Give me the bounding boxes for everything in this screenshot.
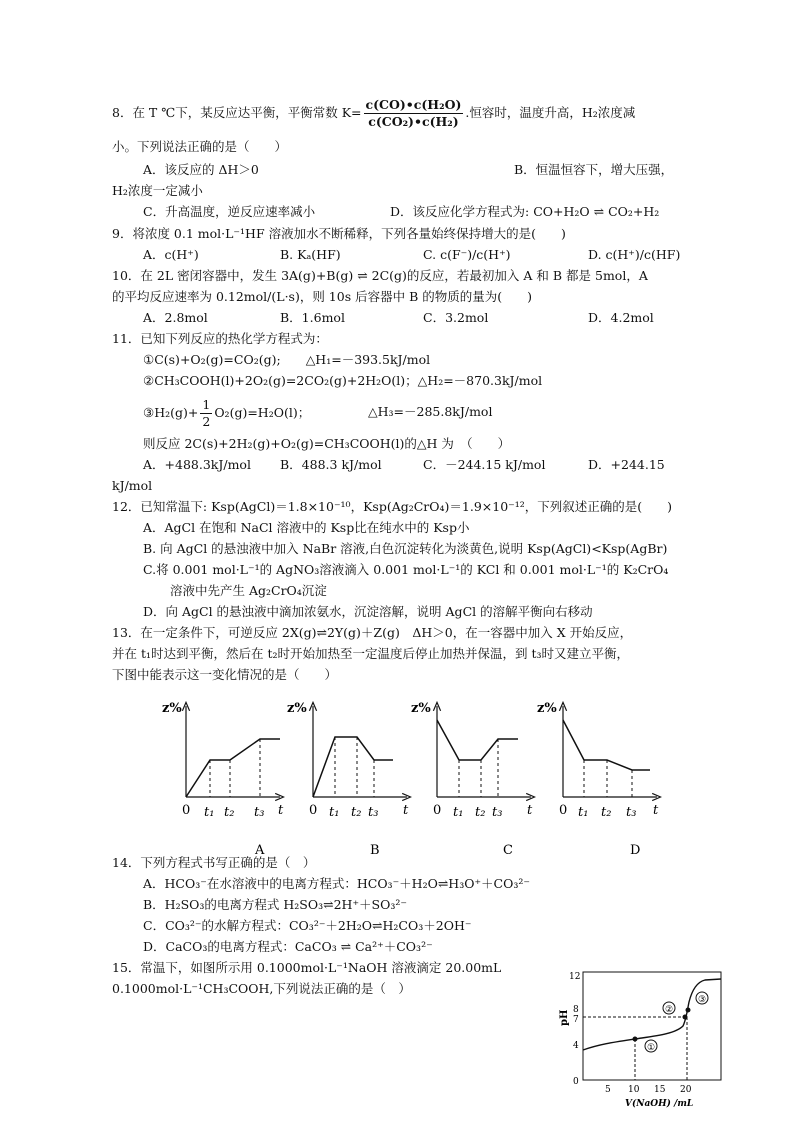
q8-stem: 8．在 T ℃下，某反应达平衡，平衡常数 K= $\frac{\text{c(CO)•c(H₂O)}}{\text{c(CO₂)•c(H₂)}}$ .恒容时，温度升高，H₂浓度减 bbox=[112, 97, 636, 129]
q12-option-c-cont: 溶液中先产生 Ag₂CrO₄沉淀 bbox=[170, 583, 327, 598]
q11-option-c: C．－244.15 kJ/mol bbox=[423, 457, 546, 472]
q12-stem: 12．已知常温下: Ksp(AgCl)＝1.8×10⁻¹⁰，Ksp(Ag₂CrO₄)＝1.9×10⁻¹²，下列叙述正确的是( ) bbox=[112, 499, 673, 514]
graph-c-t: t bbox=[527, 803, 533, 818]
q13-graphs bbox=[160, 692, 680, 862]
q8-option-b: B．恒温恒容下，增大压强， bbox=[514, 162, 674, 177]
graph-c-curve bbox=[437, 720, 518, 760]
q12-option-b: B. 向 AgCl 的悬浊液中加入 NaBr 溶液,白色沉淀转化为淡黄色,说明 Ksp(AgCl)<Ksp(AgBr) bbox=[143, 541, 668, 556]
q13-stem-cont: 并在 t₁时达到平衡，然后在 t₂时开始加热至一定温度后停止加热并保温，到 t₃时又建立平衡， bbox=[112, 646, 630, 661]
graph-c-t3: t₃ bbox=[492, 805, 503, 820]
q12-option-c: C.将 0.001 mol·L⁻¹的 AgNO₃溶液滴入 0.001 mol·L⁻¹的 KCl 和 0.001 mol·L⁻¹的 K₂CrO₄ bbox=[143, 562, 669, 577]
graph-b-label: B bbox=[370, 843, 380, 858]
graph-a-t: t bbox=[278, 803, 284, 818]
xtick-5: 5 bbox=[605, 1085, 611, 1095]
point-3-marker bbox=[686, 1008, 691, 1013]
q15-stem: 15．常温下，如图所示用 0.1000mol·L⁻¹NaOH 溶液滴定 20.00mL bbox=[112, 960, 502, 975]
q8-option-c: C．升高温度，逆反应速率减小 bbox=[143, 204, 316, 219]
half-fraction: $\frac{1}{2}$ bbox=[202, 397, 211, 429]
q9-stem: 9．将浓度 0.1 mol·L⁻¹HF 溶液加水不断稀释，下列各量始终保持增大的是( ) bbox=[112, 226, 566, 241]
q10-stem: 10．在 2L 密闭容器中，发生 3A(g)+B(g) ⇌ 2C(g)的反应，若最初加入 A 和 B 都是 5mol，A bbox=[112, 268, 648, 283]
q8-option-a: A．该反应的 ΔH＞0 bbox=[143, 162, 259, 177]
q10-option-d: D．4.2mol bbox=[588, 310, 654, 325]
q8-option-d: D．该反应化学方程式为: CO+H₂O ⇌ CO₂+H₂ bbox=[390, 204, 660, 219]
q14-option-a: A．HCO₃⁻在水溶液中的电离方程式：HCO₃⁻＋H₂O⇌H₃O⁺＋CO₃²⁻ bbox=[143, 876, 530, 891]
q10-stem-cont: 的平均反应速率为 0.12mol/(L·s)，则 10s 后容器中 B 的物质的量为( ) bbox=[112, 289, 532, 304]
q14-stem: 14．下列方程式书写正确的是（ ） bbox=[112, 855, 316, 870]
ytick-7: 7 bbox=[573, 1015, 579, 1025]
graph-b-t3: t₃ bbox=[368, 805, 379, 820]
q10-option-c: C．3.2mol bbox=[423, 310, 489, 325]
point-3-label: ③ bbox=[698, 995, 707, 1005]
graph-b bbox=[287, 701, 409, 858]
graph-a-t1: t₁ bbox=[204, 805, 215, 820]
q13-stem: 13．在一定条件下，可逆反应 2X(g)⇌2Y(g)＋Z(g) ΔH＞0，在一容器中加入 X 开始反应， bbox=[112, 625, 633, 640]
graph-b-curve bbox=[313, 737, 393, 797]
titration-curve bbox=[583, 979, 721, 1050]
equilibrium-constant-fraction: $\frac{\text{c(CO)•c(H₂O)}}{\text{c(CO₂)•c(H₂)}}$ bbox=[365, 97, 462, 129]
q11-option-d-cont: kJ/mol bbox=[112, 478, 153, 493]
q10-option-b: B．1.6mol bbox=[280, 310, 345, 325]
ytick-4: 4 bbox=[573, 1041, 579, 1051]
q14-option-b: B．H₂SO₃的电离方程式 H₂SO₃⇌2H⁺＋SO₃²⁻ bbox=[143, 897, 407, 912]
graph-a-label: A bbox=[255, 843, 265, 858]
graph-b-t1: t₁ bbox=[329, 805, 340, 820]
graph-c-origin: 0 bbox=[433, 803, 442, 818]
graph-b-t2: t₂ bbox=[351, 805, 362, 820]
titration-curve-chart bbox=[555, 960, 735, 1110]
q9-option-b: B. Kₐ(HF) bbox=[280, 247, 341, 262]
xtick-20: 20 bbox=[680, 1085, 692, 1095]
q11-equation-3-dh: △H₃=－285.8kJ/mol bbox=[368, 404, 493, 419]
q11-option-b: B．488.3 kJ/mol bbox=[280, 457, 382, 472]
graph-b-ylabel: z% bbox=[287, 701, 307, 716]
q11-question: 则反应 2C(s)+2H₂(g)+O₂(g)=CH₃COOH(l)的△H 为 （ ） bbox=[143, 436, 511, 451]
q8-stem-cont: 小。下列说法正确的是（ ） bbox=[112, 139, 288, 154]
q9-option-a: A．c(H⁺) bbox=[143, 247, 199, 262]
graph-c-t1: t₁ bbox=[453, 805, 464, 820]
q8-option-b-cont: H₂浓度一定减小 bbox=[112, 183, 203, 198]
graph-a-origin: 0 bbox=[182, 803, 191, 818]
q9-option-c: C. c(F⁻)/c(H⁺) bbox=[423, 247, 511, 262]
q13-stem-cont2: 下图中能表示这一变化情况的是（ ） bbox=[112, 667, 338, 682]
graph-b-t: t bbox=[403, 803, 409, 818]
q11-equation-2: ②CH₃COOH(l)+2O₂(g)=2CO₂(g)+2H₂O(l)；△H₂=－870.3kJ/mol bbox=[143, 373, 543, 388]
graph-c-ylabel: z% bbox=[411, 701, 431, 716]
q10-option-a: A．2.8mol bbox=[143, 310, 208, 325]
q11-option-a: A．+488.3kJ/mol bbox=[143, 457, 251, 472]
q9-option-d: D. c(H⁺)/c(HF) bbox=[588, 247, 681, 262]
graph-d-t2: t₂ bbox=[601, 805, 612, 820]
q11-option-d: D．+244.15 bbox=[588, 457, 665, 472]
q11-stem: 11．已知下列反应的热化学方程式为： bbox=[112, 331, 328, 346]
graph-a-ylabel: z% bbox=[162, 701, 182, 716]
graph-a-t3: t₃ bbox=[254, 805, 265, 820]
chart-ylabel: pH bbox=[559, 1009, 570, 1026]
graph-d-t: t bbox=[653, 803, 659, 818]
graph-a bbox=[162, 701, 284, 858]
q15-stem-cont: 0.1000mol·L⁻¹CH₃COOH,下列说法正确的是（ ） bbox=[112, 981, 411, 996]
point-1-marker bbox=[633, 1037, 638, 1042]
q12-option-a: A．AgCl 在饱和 NaCl 溶液中的 Ksp比在纯水中的 Ksp小 bbox=[143, 520, 470, 535]
graph-d-t1: t₁ bbox=[578, 805, 589, 820]
q11-equation-3: ③H₂(g)+ $\frac{1}{2}$ O₂(g)=H₂O(l)； bbox=[143, 397, 311, 429]
ytick-0: 0 bbox=[573, 1077, 579, 1087]
ytick-12: 12 bbox=[569, 972, 581, 982]
graph-d-origin: 0 bbox=[559, 803, 568, 818]
ytick-8: 8 bbox=[573, 1005, 579, 1015]
graph-c-t2: t₂ bbox=[475, 805, 486, 820]
q14-option-c: C．CO₃²⁻的水解方程式：CO₃²⁻＋2H₂O⇌H₂CO₃＋2OH⁻ bbox=[143, 918, 472, 933]
graph-c-label: C bbox=[503, 843, 513, 858]
graph-c bbox=[411, 701, 533, 858]
q14-option-d: D．CaCO₃的电离方程式：CaCO₃ ⇌ Ca²⁺＋CO₃²⁻ bbox=[143, 939, 433, 954]
point-2-label: ② bbox=[665, 1005, 674, 1015]
graph-d bbox=[537, 701, 659, 858]
point-2-marker bbox=[683, 1015, 688, 1020]
point-1-label: ① bbox=[647, 1043, 656, 1053]
graph-a-curve bbox=[186, 739, 280, 797]
graph-d-ylabel: z% bbox=[537, 701, 557, 716]
graph-d-label: D bbox=[630, 843, 641, 858]
xtick-15: 15 bbox=[654, 1085, 666, 1095]
xtick-10: 10 bbox=[628, 1085, 640, 1095]
q12-option-d: D．向 AgCl 的悬浊液中滴加浓氨水，沉淀溶解，说明 AgCl 的溶解平衡向右移动 bbox=[143, 604, 593, 619]
graph-b-origin: 0 bbox=[309, 803, 318, 818]
chart-xlabel: V(NaOH) /mL bbox=[625, 1099, 694, 1109]
graph-d-t3: t₃ bbox=[626, 805, 637, 820]
q11-equation-1: ①C(s)+O₂(g)=CO₂(g); △H₁=－393.5kJ/mol bbox=[143, 352, 431, 367]
graph-a-t2: t₂ bbox=[224, 805, 235, 820]
chart-frame bbox=[583, 972, 721, 1080]
